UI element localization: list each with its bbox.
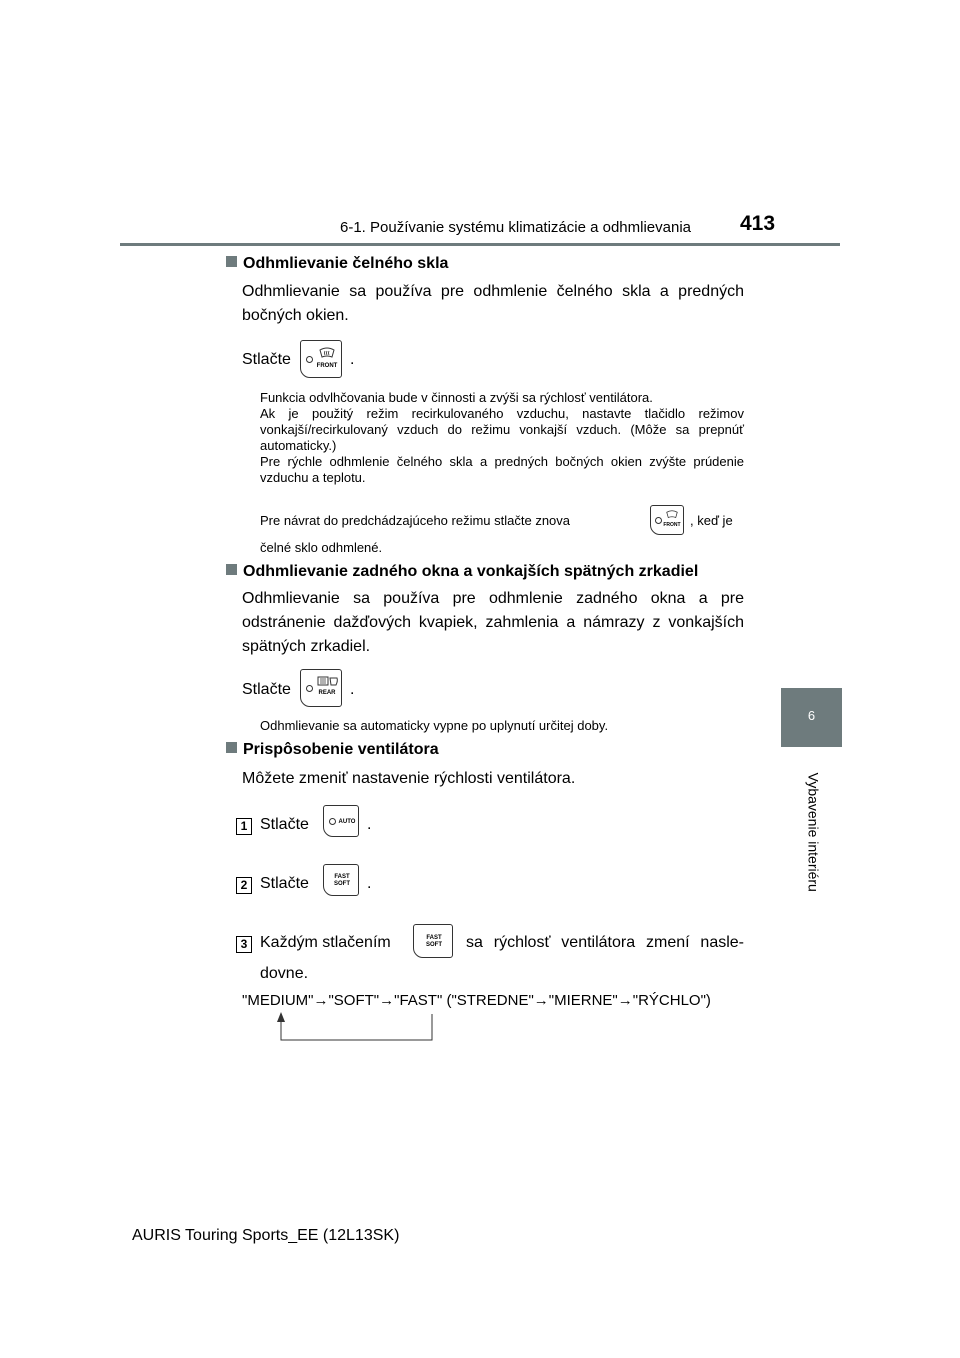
windshield-defrost-icon	[666, 510, 678, 519]
fast-label: FAST	[426, 935, 442, 941]
footer-model: AURIS Touring Sports_EE (12L13SK)	[132, 1227, 400, 1244]
rear-defroster-button	[300, 669, 342, 707]
fast-soft-button	[323, 864, 359, 896]
rear-defrost-mirror-icon	[317, 676, 339, 687]
rear-body: Odhmlievanie sa používa pre odhmlenie zadného okna a pre odstránenie dažďových kvapiek, zahmlenia a námrazy z vonkajších spätných zrkadiel.	[242, 590, 744, 655]
step-1-text: Stlačte	[260, 816, 309, 833]
step-2-text: Stlačte	[260, 875, 309, 892]
indicator-led-icon	[306, 685, 313, 692]
step-3-text: Každým stlačením	[260, 934, 391, 951]
bullet-square-icon	[226, 256, 237, 267]
cycle-return-arrow-icon	[270, 1010, 440, 1044]
header-divider	[120, 243, 840, 246]
soft-label: SOFT	[334, 881, 350, 887]
front-label: FRONT	[316, 363, 338, 369]
windshield-note-2: Ak je použitý režim recirkulovaného vzduchu, nastavte tlačidlo režimov vonkajší/recirkulovaný vzduch do režimu vonkajší vzduch. (Môže sa prepnúť automaticky.)	[260, 406, 744, 453]
rear-label: REAR	[318, 690, 336, 696]
fan-heading: Prispôsobenie ventilátora	[226, 741, 439, 759]
rear-heading: Odhmlievanie zadného okna a vonkajších spätných zrkadiel	[226, 563, 698, 581]
step-number-1: 1	[236, 818, 252, 835]
windshield-note-4-end: čelné sklo odhmlené.	[260, 540, 383, 555]
indicator-led-icon	[306, 356, 313, 363]
windshield-body: Odhmlievanie sa používa pre odhmlenie čelného skla a predných bočných okien.	[242, 283, 744, 324]
rear-note: Odhmlievanie sa automaticky vypne po uplynutí určitej doby.	[260, 718, 609, 733]
fast-label: FAST	[334, 874, 350, 880]
windshield-heading: Odhmlievanie čelného skla	[226, 255, 448, 273]
bullet-square-icon	[226, 742, 237, 753]
auto-label: AUTO	[338, 819, 356, 825]
page-number: 413	[740, 212, 776, 235]
indicator-led-icon	[329, 818, 336, 825]
indicator-led-icon	[655, 517, 662, 524]
bullet-square-icon	[226, 564, 237, 575]
fan-body: Môžete zmeniť nastavenie rýchlosti ventilátora.	[242, 770, 576, 787]
auto-button	[323, 805, 359, 837]
windshield-note-4-prefix: Pre návrat do predchádzajúceho režimu stlačte znova	[260, 513, 571, 528]
chapter-tab: 6	[781, 688, 842, 747]
front-defroster-button-small	[650, 505, 684, 535]
soft-label: SOFT	[426, 942, 442, 948]
chapter-label: Vybavenie interiéru	[805, 772, 822, 892]
windshield-press-instruction: Stlačte	[242, 351, 291, 368]
windshield-defrost-icon	[319, 347, 335, 359]
front-label: FRONT	[663, 522, 681, 528]
windshield-note-4-suffix: , keď je	[690, 513, 733, 528]
front-defroster-button	[300, 340, 342, 378]
step-3-continuation: dovne.	[260, 965, 309, 982]
windshield-note-1: Funkcia odvlhčovania bude v činnosti a zvýši sa rýchlosť ventilátora.	[260, 390, 653, 405]
fan-speed-sequence: "MEDIUM"→"SOFT"→"FAST" ("STREDNE"→"MIERNE"→"RÝCHLO")	[242, 992, 711, 1009]
step-number-3: 3	[236, 936, 252, 953]
section-title: 6-1. Používanie systému klimatizácie a odhmlievania	[340, 219, 691, 236]
windshield-note-3: Pre rýchle odhmlenie čelného skla a predných bočných okien zvýšte prúdenie vzduchu a teplotu.	[260, 454, 744, 485]
fast-soft-button	[413, 924, 453, 958]
step-number-2: 2	[236, 877, 252, 894]
rear-press-instruction: Stlačte	[242, 681, 291, 698]
